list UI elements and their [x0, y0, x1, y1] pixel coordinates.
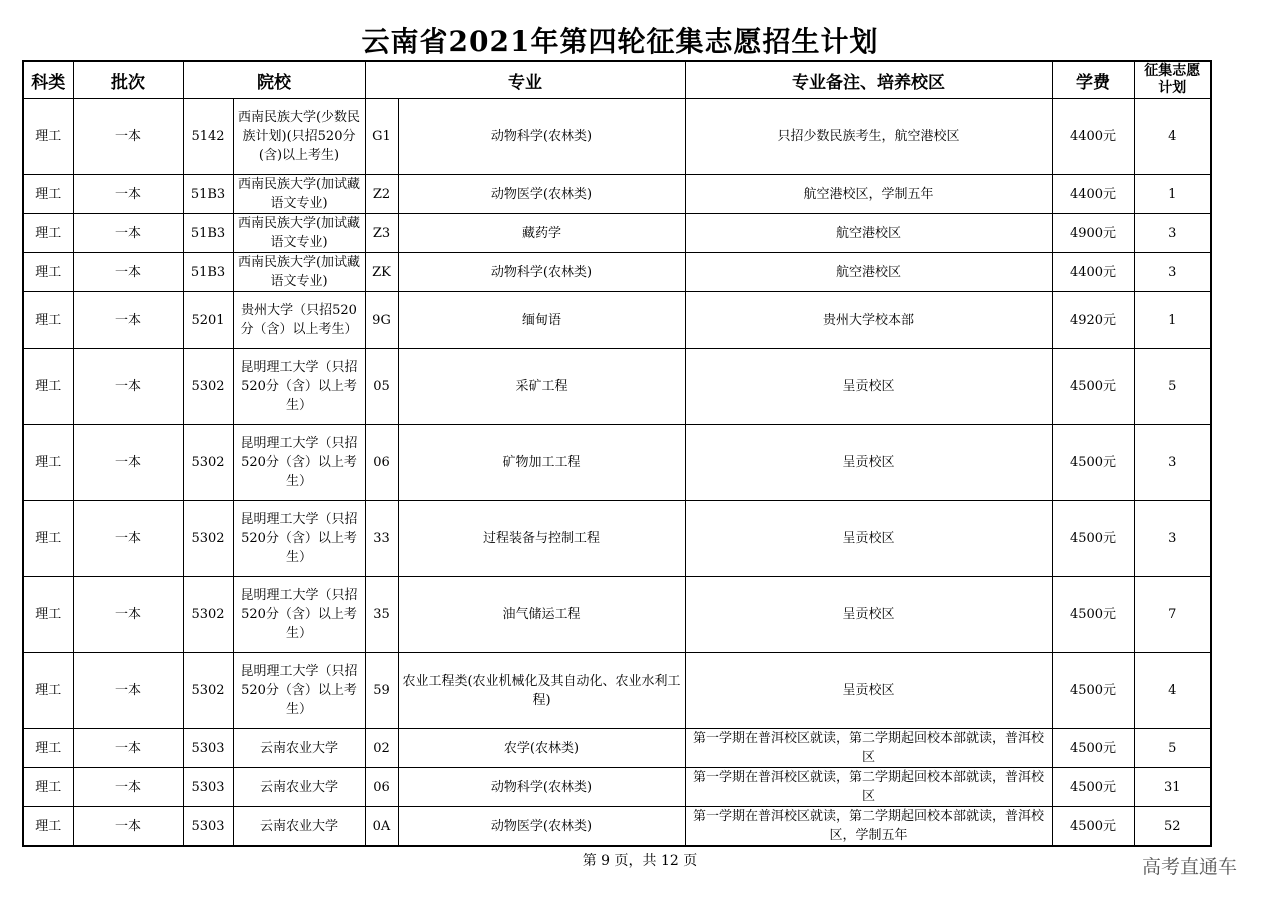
table-row — [23, 292, 1211, 349]
header-plan: 征集志愿计划 — [1134, 61, 1211, 99]
cell-category: 理工 — [23, 807, 73, 847]
cell-category: 理工 — [23, 349, 73, 425]
cell-category: 理工 — [23, 214, 73, 253]
header-major: 专业 — [365, 61, 685, 99]
cell-category: 理工 — [23, 253, 73, 292]
cell-institution-name: 西南民族大学(加试藏语文专业) — [233, 175, 365, 214]
cell-plan: 1 — [1134, 175, 1211, 214]
cell-category: 理工 — [23, 292, 73, 349]
cell-major-code: 9G — [365, 292, 398, 349]
watermark: 高考直通车 — [1142, 856, 1238, 878]
page-footer: 第 9 页，共 12 页 — [582, 853, 698, 869]
cell-notes: 航空港校区 — [685, 253, 1052, 292]
cell-major-code: 06 — [365, 425, 398, 501]
cell-institution-name: 西南民族大学(少数民族计划)(只招520分(含)以上考生) — [233, 99, 365, 175]
table-row — [23, 501, 1211, 577]
cell-institution-name: 云南农业大学 — [233, 768, 365, 807]
cell-tuition: 4500元 — [1052, 425, 1134, 501]
table-row — [23, 653, 1211, 729]
cell-institution-code: 5303 — [183, 768, 233, 807]
cell-plan: 3 — [1134, 214, 1211, 253]
cell-batch: 一本 — [73, 425, 183, 501]
cell-institution-name: 西南民族大学(加试藏语文专业) — [233, 253, 365, 292]
cell-batch: 一本 — [73, 807, 183, 847]
cell-plan: 52 — [1134, 807, 1211, 847]
cell-tuition: 4500元 — [1052, 807, 1134, 847]
cell-major-code: Z3 — [365, 214, 398, 253]
cell-category: 理工 — [23, 99, 73, 175]
cell-category: 理工 — [23, 729, 73, 768]
cell-tuition: 4400元 — [1052, 253, 1134, 292]
cell-batch: 一本 — [73, 349, 183, 425]
header-notes: 专业备注、培养校区 — [685, 61, 1052, 99]
table-header-row — [23, 61, 1211, 99]
cell-tuition: 4500元 — [1052, 501, 1134, 577]
cell-notes: 呈贡校区 — [685, 577, 1052, 653]
cell-category: 理工 — [23, 577, 73, 653]
cell-notes: 航空港校区，学制五年 — [685, 175, 1052, 214]
cell-major-name: 油气储运工程 — [398, 577, 685, 653]
cell-institution-name: 云南农业大学 — [233, 729, 365, 768]
header-category: 科类 — [23, 61, 73, 99]
cell-plan: 31 — [1134, 768, 1211, 807]
cell-plan: 1 — [1134, 292, 1211, 349]
admission-plan-table — [22, 60, 1212, 847]
cell-major-code: ZK — [365, 253, 398, 292]
cell-notes: 只招少数民族考生，航空港校区 — [685, 99, 1052, 175]
table-row — [23, 349, 1211, 425]
cell-major-name: 动物科学(农林类) — [398, 253, 685, 292]
cell-major-name: 农学(农林类) — [398, 729, 685, 768]
table-row — [23, 577, 1211, 653]
table-row — [23, 768, 1211, 807]
cell-plan: 4 — [1134, 99, 1211, 175]
cell-major-name: 动物医学(农林类) — [398, 175, 685, 214]
cell-batch: 一本 — [73, 768, 183, 807]
header-batch: 批次 — [73, 61, 183, 99]
cell-institution-name: 昆明理工大学（只招520分（含）以上考生） — [233, 425, 365, 501]
cell-institution-code: 5302 — [183, 653, 233, 729]
cell-plan: 3 — [1134, 253, 1211, 292]
table-body — [23, 99, 1211, 847]
cell-notes: 航空港校区 — [685, 214, 1052, 253]
cell-tuition: 4500元 — [1052, 577, 1134, 653]
cell-category: 理工 — [23, 175, 73, 214]
cell-institution-code: 5302 — [183, 577, 233, 653]
cell-batch: 一本 — [73, 253, 183, 292]
cell-major-name: 动物医学(农林类) — [398, 807, 685, 847]
cell-category: 理工 — [23, 501, 73, 577]
cell-batch: 一本 — [73, 653, 183, 729]
cell-institution-code: 51B3 — [183, 175, 233, 214]
cell-tuition: 4500元 — [1052, 768, 1134, 807]
header-tuition: 学费 — [1052, 61, 1134, 99]
cell-batch: 一本 — [73, 577, 183, 653]
cell-major-name: 过程装备与控制工程 — [398, 501, 685, 577]
cell-plan: 5 — [1134, 349, 1211, 425]
cell-batch: 一本 — [73, 729, 183, 768]
cell-notes: 呈贡校区 — [685, 425, 1052, 501]
cell-institution-code: 5142 — [183, 99, 233, 175]
table-row — [23, 175, 1211, 214]
cell-tuition: 4500元 — [1052, 349, 1134, 425]
cell-tuition: 4500元 — [1052, 729, 1134, 768]
cell-institution-name: 昆明理工大学（只招520分（含）以上考生） — [233, 349, 365, 425]
header-institution: 院校 — [183, 61, 365, 99]
cell-major-code: 35 — [365, 577, 398, 653]
cell-notes: 第一学期在普洱校区就读，第二学期起回校本部就读，普洱校区 — [685, 768, 1052, 807]
cell-notes: 呈贡校区 — [685, 349, 1052, 425]
cell-major-name: 藏药学 — [398, 214, 685, 253]
cell-institution-code: 5302 — [183, 349, 233, 425]
cell-major-code: Z2 — [365, 175, 398, 214]
cell-institution-name: 贵州大学（只招520分（含）以上考生） — [233, 292, 365, 349]
cell-major-name: 缅甸语 — [398, 292, 685, 349]
table-row — [23, 807, 1211, 847]
cell-notes: 第一学期在普洱校区就读，第二学期起回校本部就读，普洱校区 — [685, 729, 1052, 768]
cell-major-code: 02 — [365, 729, 398, 768]
cell-major-code: 0A — [365, 807, 398, 847]
cell-batch: 一本 — [73, 292, 183, 349]
cell-institution-code: 51B3 — [183, 253, 233, 292]
cell-plan: 3 — [1134, 501, 1211, 577]
cell-major-name: 采矿工程 — [398, 349, 685, 425]
cell-category: 理工 — [23, 653, 73, 729]
cell-category: 理工 — [23, 768, 73, 807]
cell-notes: 呈贡校区 — [685, 653, 1052, 729]
cell-plan: 4 — [1134, 653, 1211, 729]
cell-major-code: 59 — [365, 653, 398, 729]
cell-institution-code: 5302 — [183, 501, 233, 577]
cell-notes: 呈贡校区 — [685, 501, 1052, 577]
cell-major-code: 05 — [365, 349, 398, 425]
cell-notes: 贵州大学校本部 — [685, 292, 1052, 349]
cell-major-code: 06 — [365, 768, 398, 807]
cell-institution-name: 昆明理工大学（只招520分（含）以上考生） — [233, 577, 365, 653]
cell-tuition: 4920元 — [1052, 292, 1134, 349]
cell-batch: 一本 — [73, 501, 183, 577]
cell-plan: 5 — [1134, 729, 1211, 768]
cell-major-code: 33 — [365, 501, 398, 577]
cell-institution-code: 5303 — [183, 729, 233, 768]
cell-major-name: 动物科学(农林类) — [398, 768, 685, 807]
cell-institution-code: 5302 — [183, 425, 233, 501]
cell-tuition: 4400元 — [1052, 175, 1134, 214]
cell-plan: 3 — [1134, 425, 1211, 501]
cell-category: 理工 — [23, 425, 73, 501]
table-row — [23, 729, 1211, 768]
cell-notes: 第一学期在普洱校区就读，第二学期起回校本部就读，普洱校区，学制五年 — [685, 807, 1052, 847]
table-row — [23, 99, 1211, 175]
page-title: 云南省2021年第四轮征集志愿招生计划 — [361, 25, 879, 58]
cell-plan: 7 — [1134, 577, 1211, 653]
cell-major-name: 动物科学(农林类) — [398, 99, 685, 175]
cell-institution-name: 昆明理工大学（只招520分（含）以上考生） — [233, 653, 365, 729]
table-row — [23, 214, 1211, 253]
cell-tuition: 4900元 — [1052, 214, 1134, 253]
cell-tuition: 4400元 — [1052, 99, 1134, 175]
cell-major-name: 矿物加工工程 — [398, 425, 685, 501]
table-row — [23, 425, 1211, 501]
cell-batch: 一本 — [73, 99, 183, 175]
cell-batch: 一本 — [73, 175, 183, 214]
cell-batch: 一本 — [73, 214, 183, 253]
cell-institution-code: 51B3 — [183, 214, 233, 253]
cell-institution-name: 昆明理工大学（只招520分（含）以上考生） — [233, 501, 365, 577]
cell-institution-name: 西南民族大学(加试藏语文专业) — [233, 214, 365, 253]
table-row — [23, 253, 1211, 292]
cell-institution-code: 5303 — [183, 807, 233, 847]
cell-tuition: 4500元 — [1052, 653, 1134, 729]
cell-institution-code: 5201 — [183, 292, 233, 349]
cell-major-code: G1 — [365, 99, 398, 175]
cell-institution-name: 云南农业大学 — [233, 807, 365, 847]
cell-major-name: 农业工程类(农业机械化及其自动化、农业水利工程) — [398, 653, 685, 729]
